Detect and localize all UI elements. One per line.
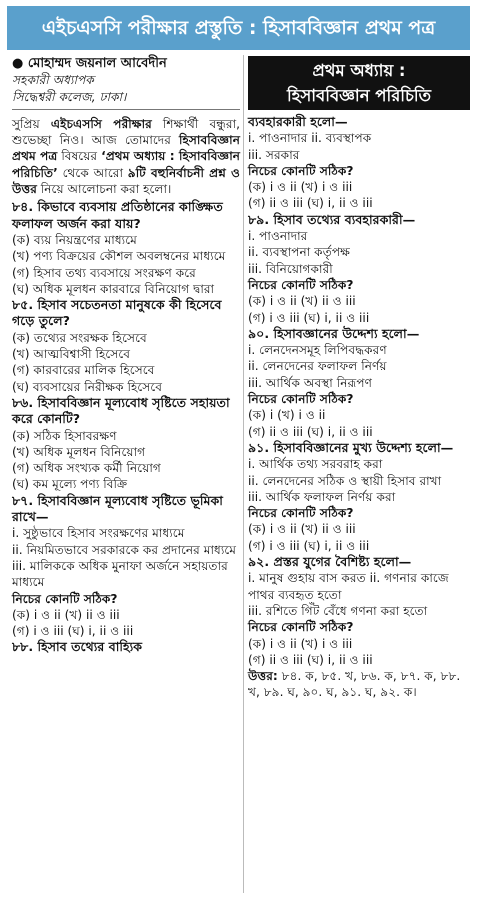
statement: iii. মালিককে অধিক মুনাফা অর্জনে সহায়তার মাধ্যমে (12, 558, 228, 590)
option-row: (ক) i ও ii (খ) i ও iii (248, 180, 353, 195)
statement: i. আর্থিক তথ্য সরবরাহ করা (248, 457, 383, 472)
statement: iii. রশিতে গিঁট বেঁধে গণনা করা হতো (248, 603, 428, 618)
question-84: ৮৪. কিভাবে ব্যবসায় প্রতিষ্ঠানের কাঙ্ক্ষিত ফলাফল অর্জন করা যায়? (12, 199, 223, 231)
question-89: ৮৯. হিসাব তথ্যের ব্যবহারকারী— (248, 211, 416, 227)
question-85: ৮৫. হিসাব সচেতনতা মানুষকে কী হিসেবে গড়ে তুলে? (12, 297, 222, 329)
intro-bold: ৯টি বহুনির্বাচনী প্রশ্ন ও উত্তর (12, 165, 241, 197)
question-92: ৯২. প্রস্তর যুগের বৈশিষ্ট্য হলো— (248, 554, 412, 570)
statement: ii. নিয়মিতভাবে সরকারকে কর প্রদানের মাধ্যমে (12, 542, 237, 557)
option: (খ) পণ্য বিক্রয়ের কৌশল অবলম্বনের মাধ্যমে (12, 249, 226, 264)
question-prompt: নিচের কোনটি সঠিক? (248, 506, 354, 521)
intro-text: সুপ্রিয় (12, 116, 51, 131)
chapter-title: হিসাববিজ্ঞান পরিচিতি (286, 86, 432, 105)
option-row: (ক) i ও ii (খ) ii ও iii (12, 607, 120, 622)
statement: i. পাওনাদার (248, 229, 308, 244)
intro-text: শিক্ষার্থী বন্ধুরা, শুভেচ্ছা নিও। আজ তোমাদের (12, 116, 240, 148)
statement: iii. বিনিয়োগকারী (248, 261, 333, 276)
question-88-continued: ব্যবহারকারী হলো— (248, 114, 348, 129)
question-88: ৮৮. হিসাব তথ্যের বাহ্যিক (12, 639, 143, 655)
option-row: (ক) i ও ii (খ) ii ও iii (248, 294, 356, 309)
statement: ii. ব্যবস্থাপনা কর্তৃপক্ষ (248, 245, 350, 260)
statement: i. পাওনাদার ii. ব্যবস্থাপক (248, 131, 372, 146)
statement: i. লেনদেনসমূহ লিপিবদ্ধকরণ (248, 343, 387, 358)
statement: i. মানুষ গুহায় বাস করত ii. গণনার কাজে পাথর ব্যবহৃত হতো (248, 571, 449, 602)
option-row: (ক) i (খ) i ও ii (248, 408, 326, 423)
question-prompt: নিচের কোনটি সঠিক? (248, 163, 354, 178)
option: (গ) হিসাব তথ্য ব্যবসায়ে সংরক্ষণ করে (12, 265, 196, 280)
option: (ক) তথ্যের সংরক্ষক হিসেবে (12, 330, 147, 345)
right-column (248, 114, 470, 701)
author-college: সিদ্ধেশ্বরী কলেজ, ঢাকা। (12, 89, 127, 104)
answer-label: উত্তর: (248, 669, 278, 684)
question-prompt: নিচের কোনটি সঠিক? (248, 392, 354, 407)
statement: i. সুষ্ঠুভাবে হিসাব সংরক্ষণের মাধ্যমে (12, 526, 185, 541)
chapter-title-box (248, 56, 470, 110)
question-prompt: নিচের কোনটি সঠিক? (12, 591, 118, 606)
intro-text: নিয়ে আলোচনা করা হলো। (36, 182, 172, 197)
option-row: (গ) i ও iii (ঘ) i, ii ও iii (248, 538, 370, 553)
column-divider (243, 55, 244, 893)
intro-bold: এইচএসসি পরীক্ষার (50, 116, 152, 131)
page-banner: এইচএসসি পরীক্ষার প্রস্তুতি : হিসাববিজ্ঞান প্রথম পত্র (7, 6, 470, 50)
option: (ক) ব্যয় নিয়ন্ত্রণের মাধ্যমে (12, 232, 137, 247)
option: (গ) অধিক সংখ্যক কর্মী নিয়োগ (12, 461, 161, 476)
option-row: (ক) i ও ii (খ) i ও iii (248, 636, 353, 651)
option-row: (গ) ii ও iii (ঘ) i, ii ও iii (248, 424, 373, 439)
option-row: (গ) i ও iii (ঘ) i, ii ও iii (248, 310, 370, 325)
option-row: (ক) i ও ii (খ) ii ও iii (248, 522, 356, 537)
statement: iii. আর্থিক ফলাফল নির্ণয় করা (248, 489, 396, 504)
answer-key (248, 668, 470, 701)
question-87: ৮৭. হিসাববিজ্ঞান মূল্যবোধ সৃষ্টিতে ভূমিকা রাখে— (12, 492, 223, 525)
option: (খ) অধিক মূলধন বিনিয়োগ (12, 444, 146, 459)
option-row: (গ) ii ও iii (ঘ) i, ii ও iii (248, 196, 373, 211)
statement: iii. আর্থিক অবস্থা নিরূপণ (248, 375, 372, 390)
intro-text: বিষয়ের (57, 149, 102, 164)
option-row: (গ) i ও iii (ঘ) i, ii ও iii (12, 624, 134, 639)
question-prompt: নিচের কোনটি সঠিক? (248, 620, 354, 635)
statement: ii. লেনদেনের ফলাফল নির্ণয় (248, 359, 387, 374)
left-column (12, 56, 240, 656)
statement: iii. সরকার (248, 147, 300, 162)
chapter-label: প্রথম অধ্যায় : (312, 61, 406, 80)
option-row: (গ) ii ও iii (ঘ) i, ii ও iii (248, 652, 373, 667)
author-name: ● মোহাম্মদ জয়নাল আবেদীন (12, 56, 167, 71)
intro-text: থেকে আরো (57, 165, 128, 180)
option: (ঘ) অধিক মূলধন কারবারে বিনিয়োগ দ্বারা (12, 281, 215, 296)
question-90: ৯০. হিসাবজ্ঞানের উদ্দেশ্য হলো— (248, 325, 420, 341)
option: (ঘ) কম মূল্যে পণ্য বিক্রি (12, 477, 128, 492)
answer-list: ৮৪. ক, ৮৫. খ, ৮৬. ক, ৮৭. ক, ৮৮. খ, ৮৯. ঘ, ৯০. ঘ, ৯১. ঘ, ৯২. ক। (248, 669, 461, 700)
question-prompt: নিচের কোনটি সঠিক? (248, 277, 354, 292)
question-91: ৯১. হিসাববিজ্ঞানের মুখ্য উদ্দেশ্য হলো— (248, 439, 454, 455)
option: (ক) সঠিক হিসাবরক্ষণ (12, 428, 117, 443)
intro-bold: হিসাববিজ্ঞান প্রথম পত্র (12, 133, 240, 164)
author-designation: সহকারী অধ্যাপক (12, 73, 94, 88)
option: (ঘ) ব্যবসায়ের নিরীক্ষক হিসেবে (12, 379, 162, 394)
option: (খ) আত্মবিশ্বাসী হিসেবে (12, 347, 131, 362)
option: (গ) কারবারের মালিক হিসেবে (12, 363, 155, 378)
author-divider (12, 109, 240, 110)
question-86: ৮৬. হিসাববিজ্ঞান মূল্যবোধ সৃষ্টিতে সহায়তা করে কোনটি? (12, 394, 230, 427)
statement: ii. লেনদেনের সঠিক ও স্থায়ী হিসাব রাখা (248, 473, 442, 488)
intro-paragraph (12, 116, 240, 197)
intro-bold: ‘প্রথম অধ্যায় : হিসাববিজ্ঞান পরিচিতি’ (12, 149, 241, 180)
